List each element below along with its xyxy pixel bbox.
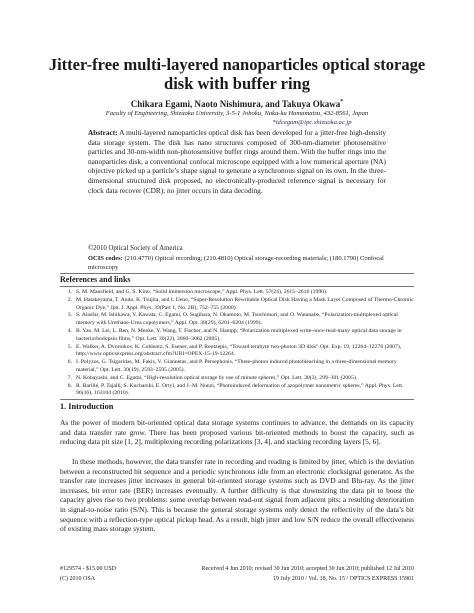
intro-paragraph-2: In these methods, however, the data transfer rate in recording and reading is limited by jitter, which is the deviation between a reconstructed bit sequence and a periodic synchronous idle from an electronic clocksignal generator. As the transfer rate increases jitter increases in general bit-oriented storage systems such as DVD and Blu-ray. As the jitter increases, bit error rate (BER) increases eventually. A further difficulty is that downsizing the data pit to boost the capacity gives rise to two problems: some overlap between read-out signal from adjacent pits; a resulting deterioration in signal-to-noise ratio (S/N). This is because the general storage systems only detect the reflectivity of the data’s bit sequence with a reflection-type optical pickup head. As a result, high jitter and low S/N reduce the overall effectiveness of existing mass storage system. (60, 457, 414, 534)
reference-item (60, 383, 414, 399)
reference-number: 8. (67, 382, 72, 389)
reference-item (60, 312, 414, 328)
reference-item (60, 297, 414, 313)
refs-heading-rule (60, 286, 414, 287)
reference-item (60, 328, 414, 344)
reference-item (60, 344, 414, 360)
footer-copyright: (C) 2010 OSA (60, 576, 96, 582)
author-email[interactable]: *idcegam@ipc.shizuoka.ac.jp (272, 119, 352, 126)
reference-item (60, 289, 414, 297)
reference-text: N. Kobayashi, and C. Egami, “High-resolution optical storage by use of minute spheres,” Opt. Lett. 30(3), 299–301 (2005). (76, 374, 358, 381)
references-heading: References and links (60, 275, 131, 284)
reference-text: I. Polyzos, G. Tsigaridas, M. Fakis, V. Giannetas, and P. Persephonis, “Three-photon induced photobleaching in a three-dimensional memory material,” Opt. Lett. 30(19), 2593–2595 (2005). (76, 359, 397, 373)
reference-number: 5. (67, 343, 72, 350)
reference-number: 3. (67, 312, 72, 319)
reference-number: 2. (67, 296, 72, 303)
refs-top-rule (60, 273, 414, 274)
reference-text: S. M. Mansfield, and G. S. Kino, “Solid immersion microscope,” Appl. Phys. Lett. 57(24), 2615–2616 (1990). (76, 289, 328, 295)
reference-number: 7. (67, 374, 72, 381)
ocis-codes (88, 254, 386, 272)
reference-number: 4. (67, 327, 72, 334)
reference-text: E. Walker, A. Dvornikov, K. Coblentz, S. Esener, and P. Rentzepis, “Toward terabyte two-photon 3D disk” Opt. Exp. 19, 12264–12276 (2007), http://www.opticsexpress.org/abstract.cfm?URI=OPEX-15-19-12264. (76, 343, 402, 358)
ocis-label: OCIS codes: (88, 255, 123, 262)
abstract-text: A multi-layered nanoparticles optical disk has been developed for a jitter-free high-density data storage system. The disk has nano structures composed of 300-nm-diameter photosensitive particles and 30-nm-width non-photosensitive buffer rings around them. With the buffer rings into the nanoparticles disk, a conventional confocal microscope equipped with a low numerical aperture (NA) objective picked up a particle’s shape signal to generate a synchronous signal on its own. In the three-dimensional structured disk proposed, no electronically-produced reference signal is necessary for clock data recover (CDR); no jitter occurs in data decoding. (88, 128, 387, 195)
section-rule (60, 399, 414, 400)
affiliation-text: Faculty of Engineering, Shizuoka University, 3-5-1 Johoku, Naka-ku Hamamatsu, 432-8561, Japan (105, 110, 369, 117)
reference-number: 1. (67, 289, 72, 295)
intro-paragraph-1: As the power of modern bit-oriented optical data storage systems continues to advance, the demands on its capacity and data transfer rate grow. There has been proposed various bit-oriented methods to boost the capacity, such as reducing data pit size [1, 2], multiplexing recording polarizations [3, 4], and stacking recording layers [5, 6]. (60, 418, 414, 447)
copyright-line: ©2010 Optical Society of America (88, 245, 183, 252)
reference-item (60, 375, 414, 383)
ocis-text: (210.4770) Optical recording; (210.4810) Optical storage-recording materials; (180.1790) Confocal microscopy (88, 255, 384, 271)
section-heading: 1. Introduction (60, 402, 114, 411)
reference-text: B. Yao, M. Lei, L. Ren, N. Menke, Y. Wang, T. Fischer, and N. Hampp, “Polarization multiplexed write-once-read-many optical data storage in bacteriorhodopsin films,” Opt. Lett. 30(22), 3060–3062 (2005). (76, 327, 402, 342)
footer-manuscript-id: #129574 - $15.00 USD (60, 566, 117, 572)
reference-text: S. Alasfar, M. Ishikawa, Y. Kawata, C. Egami, O. Sugihara, N. Okamoto, M. Tsuchimori, and O. Watanabe, “Polarization-multiplexed optical memory with Urethane-Urea copolymers,” Appl. Opt. 38(29), 6201–6204 (1999). (76, 312, 398, 327)
paper-title: Jitter-free multi-layered nanoparticles optical storage disk with buffer ring (48, 55, 426, 93)
affiliation (40, 109, 434, 127)
reference-text: M. Hatakeyama, T. Ando, K. Tsujita, and I. Ueno, “Super-Resolution Rewritable Optical Disk Having a Mask Layer Composed of Thermo-Chromic Organic Dye,” Jpn. J. Appl. Phys. 39(Part 1, No. 2B), 752–755 (2000). (76, 296, 414, 311)
reference-text: R. Barillé, P. Tajalli, S. Kucharski, E. Ortyl, and J.-M. Nunzi, “Photoinduced deformation of azopolymer nanometric spheres,” Appl. Phys. Lett. 96(16), 163104 (2010). (76, 382, 404, 397)
reference-list (60, 289, 414, 398)
abstract-label: Abstract: (88, 128, 118, 137)
author-mark: * (340, 99, 344, 105)
author-names: Chikara Egami, Naoto Nishimura, and Takuya Okawa (130, 99, 341, 109)
footer-dates: Received 4 Jun 2010; revised 30 Jun 2010; accepted 30 Jun 2010; published 12 Jul 2010 (201, 566, 414, 572)
reference-item (60, 359, 414, 375)
abstract (88, 128, 386, 195)
reference-number: 6. (67, 359, 72, 366)
footer-journal: 19 July 2010 / Vol. 18, No. 15 / OPTICS EXPRESS 15901 (272, 576, 414, 582)
